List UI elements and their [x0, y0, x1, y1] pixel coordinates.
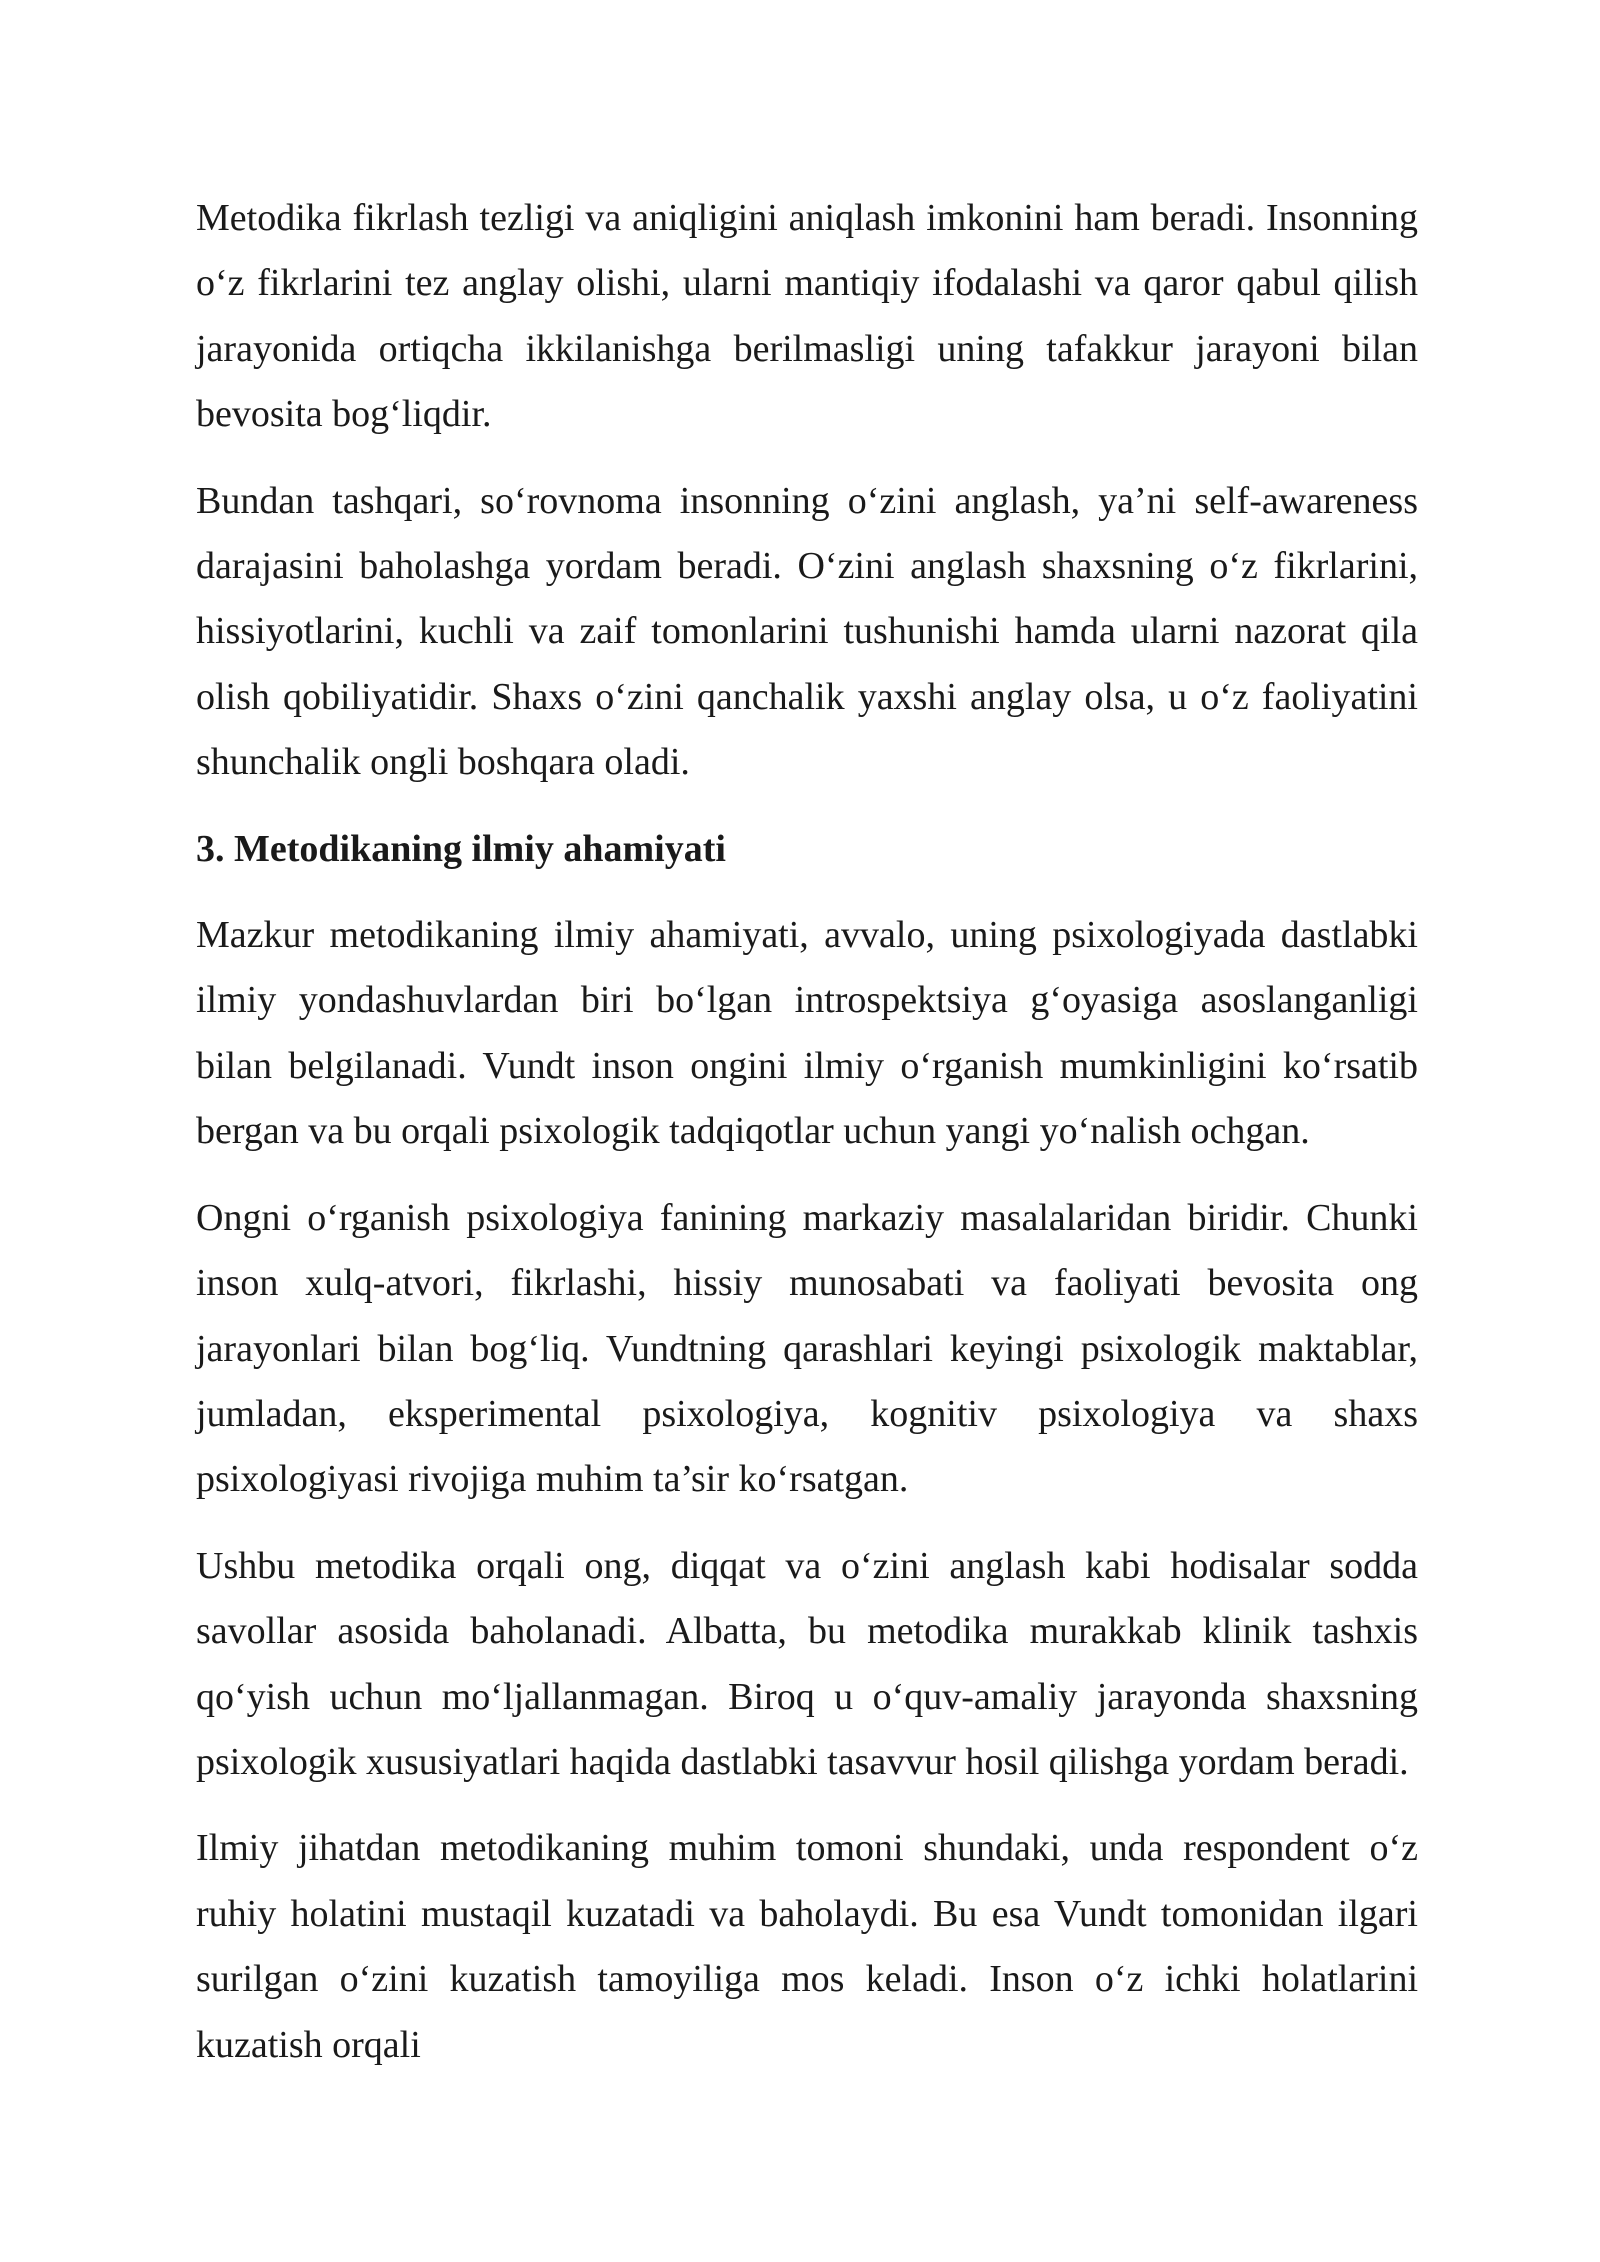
paragraph-self-observation: Ilmiy jihatdan metodikaning muhim tomoni shundaki, unda respondent o‘z ruhiy holatini mustaqil kuzatadi va baholaydi. Bu esa Vundt tomonidan ilgari surilgan o‘zini kuzatish tamoyiliga mos keladi. Inson o‘z ichki holatlarini kuzatish orqali: [196, 1827, 1418, 2066]
paragraph-method-assessment: Ushbu metodika orqali ong, diqqat va o‘zini anglash kabi hodisalar sodda savollar asosida baholanadi. Albatta, bu metodika murakkab klinik tashxis qo‘yish uchun mo‘ljallanmagan. Biroq u o‘quv-amaliy jarayonda shaxsning psixologik xususiyatlari haqida dastlabki tasavvur hosil qilishga yordam beradi.: [196, 1544, 1418, 1783]
document-page: [196, 186, 1418, 2099]
paragraph-introspection: Mazkur metodikaning ilmiy ahamiyati, avvalo, uning psixologiyada dastlabki ilmiy yondashuvlardan biri bo‘lgan introspektsiya g‘oyasiga asoslanganligi bilan belgilanadi. Vundt inson ongini ilmiy o‘rganish mumkinligini ko‘rsatib bergan va bu orqali psixologik tadqiqotlar uchun yangi yo‘nalish ochgan.: [196, 914, 1418, 1153]
paragraph-self-awareness: Bundan tashqari, so‘rovnoma insonning o‘zini anglash, ya’ni self-awareness darajasini baholashga yordam beradi. O‘zini anglash shaxsning o‘z fikrlarini, hissiyotlarini, kuchli va zaif tomonlarini tushunishi hamda ularni nazorat qila olish qobiliyatidir. Shaxs o‘zini qanchalik yaxshi anglay olsa, u o‘z faoliyatini shunchalik ongli boshqara oladi.: [196, 479, 1418, 784]
paragraph-consciousness: Ongni o‘rganish psixologiya fanining markaziy masalalaridan biridir. Chunki inson xulq-atvori, fikrlashi, hissiy munosabati va faoliyati bevosita ong jarayonlari bilan bog‘liq. Vundtning qarashlari keyingi psixologik maktablar, jumladan, eksperimental psixologiya, kognitiv psixologiya va shaxs psixologiyasi rivojiga muhim ta’sir ko‘rsatgan.: [196, 1196, 1418, 1501]
section-heading: 3. Metodikaning ilmiy ahamiyati: [196, 827, 726, 870]
paragraph-thinking-speed: Metodika fikrlash tezligi va aniqligini aniqlash imkonini ham beradi. Insonning o‘z fikrlarini tez anglay olishi, ularni mantiqiy ifodalashi va qaror qabul qilish jarayonida ortiqcha ikkilanishga berilmasligi uning tafakkur jarayoni bilan bevosita bog‘liqdir.: [196, 197, 1418, 436]
